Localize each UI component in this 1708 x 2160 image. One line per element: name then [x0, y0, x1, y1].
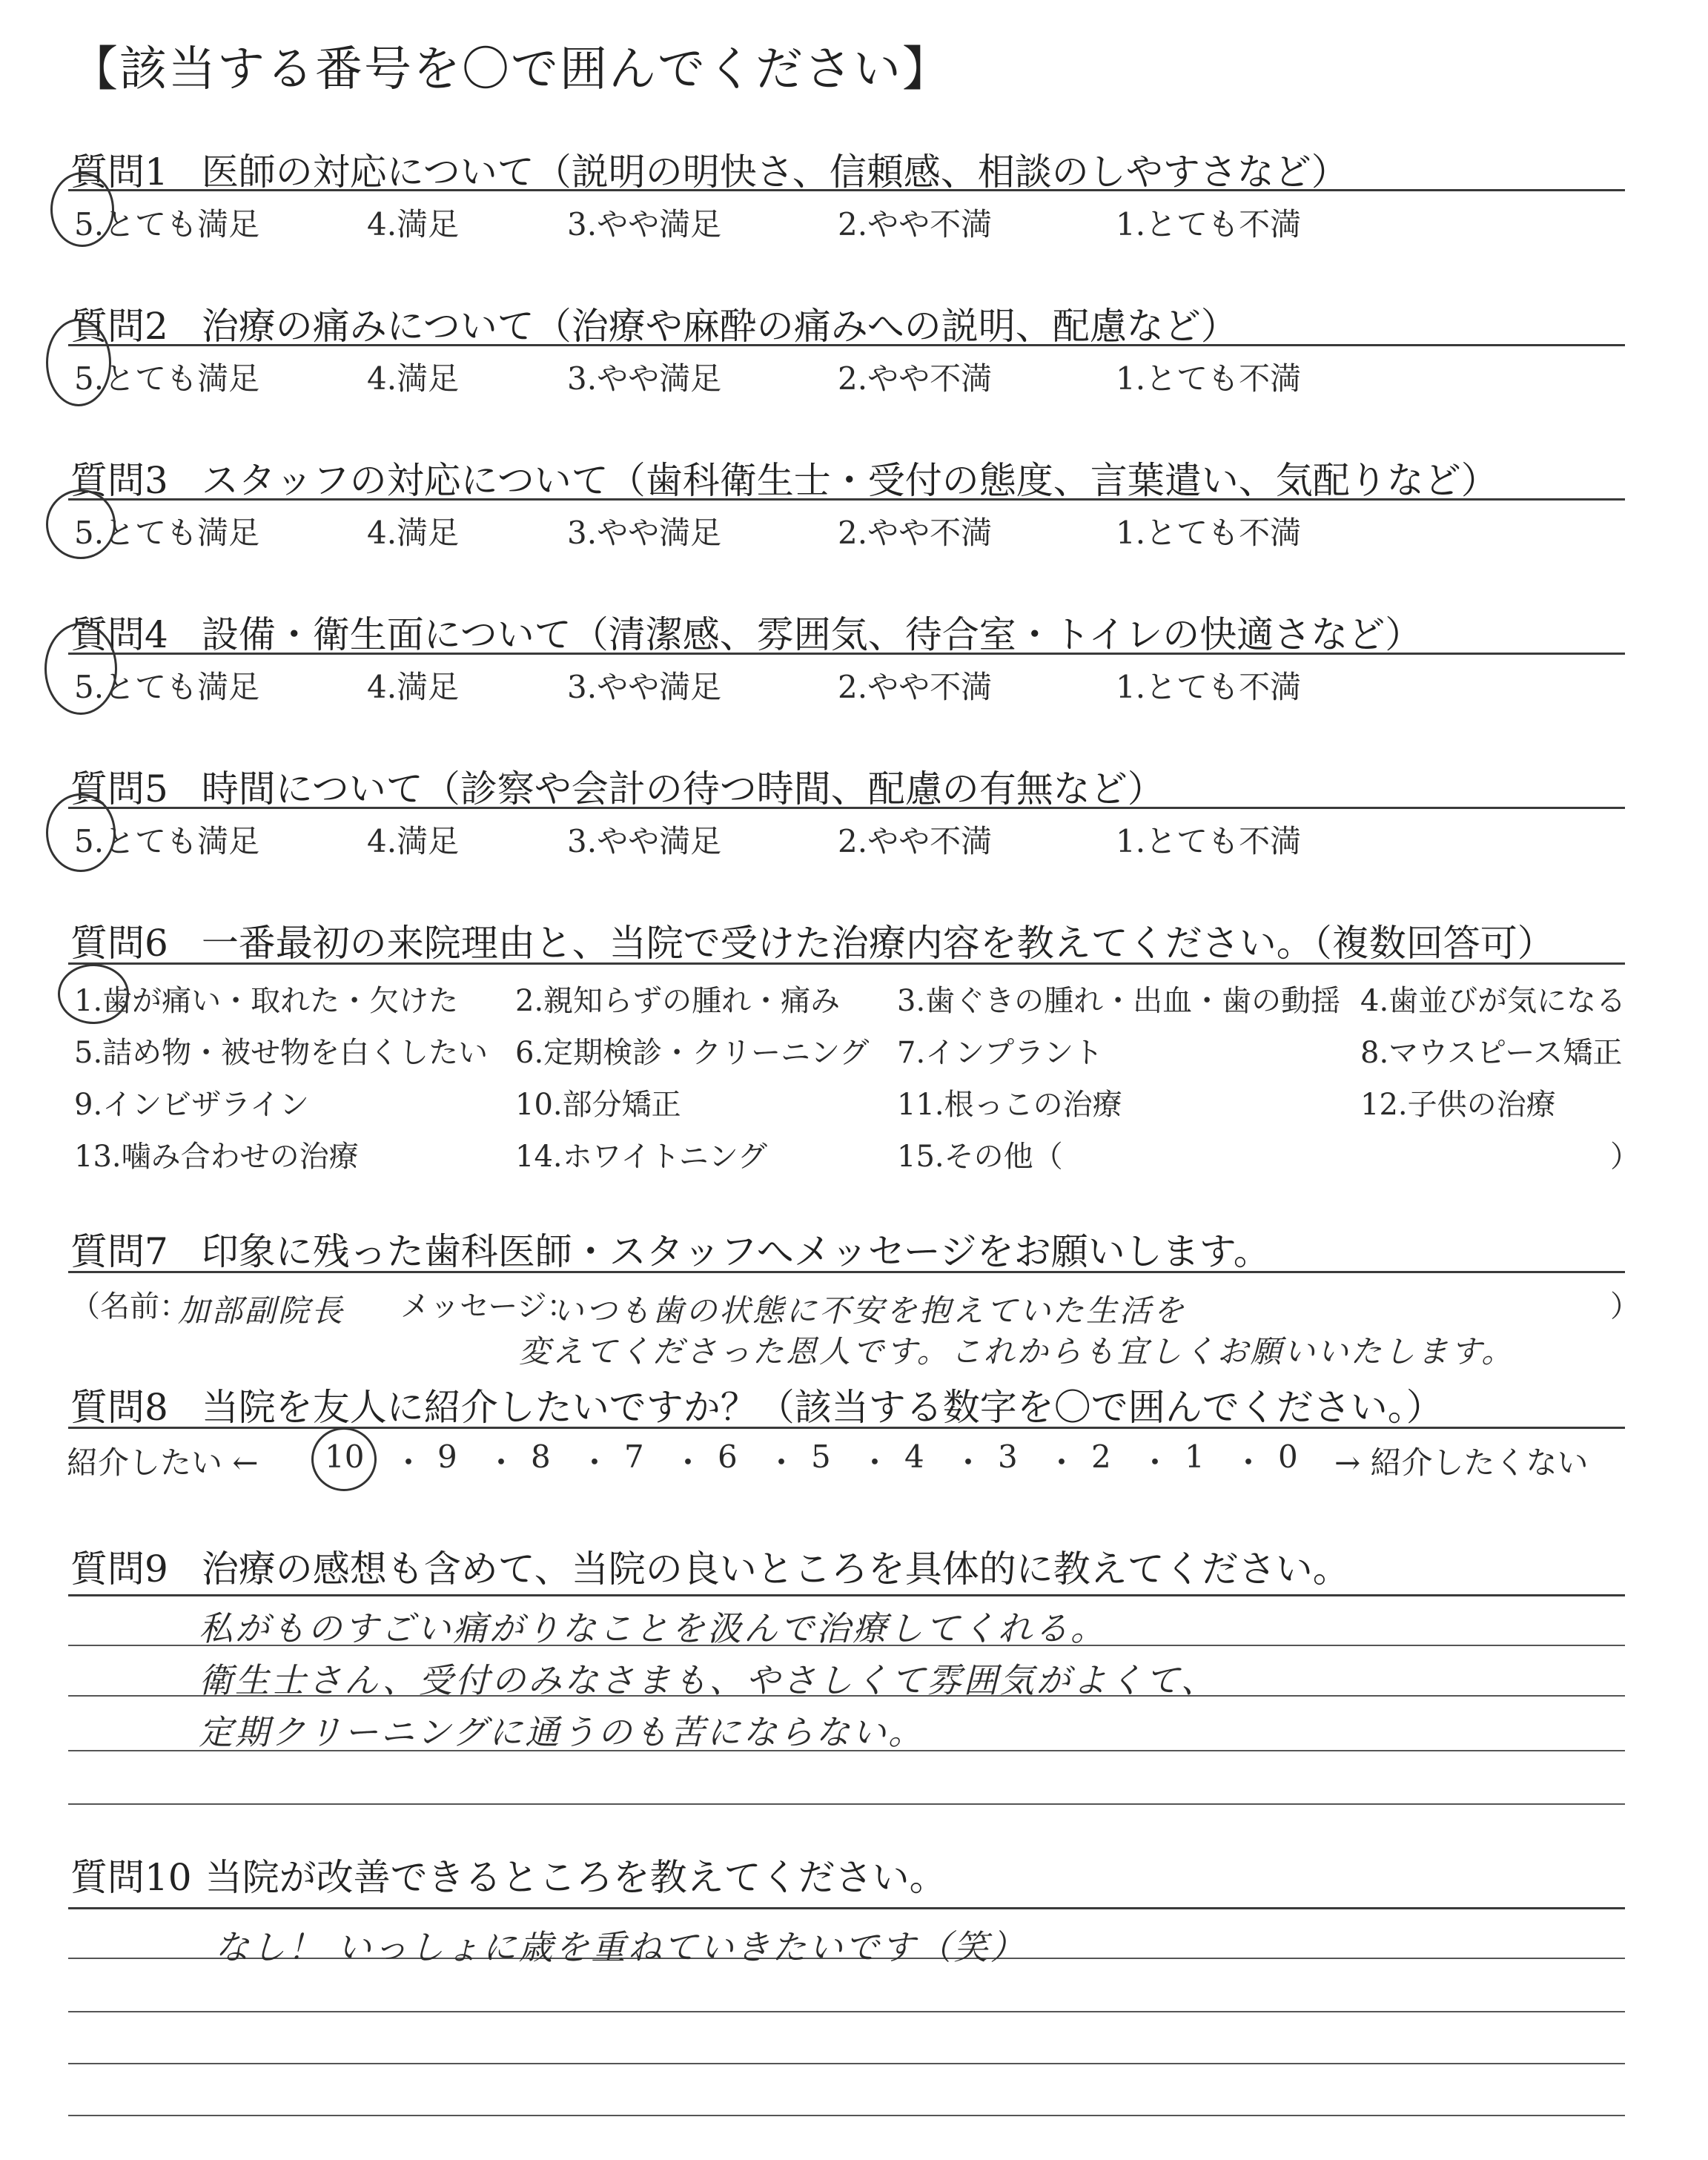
q6-option-7[interactable]: 7.インプラント: [897, 1036, 1104, 1070]
q4-option-1[interactable]: 1.とても不満: [1116, 669, 1302, 705]
q6-option-10[interactable]: 10.部分矯正: [515, 1088, 681, 1122]
q8-scale-2[interactable]: 2: [1091, 1439, 1111, 1475]
q2-option-2[interactable]: 2.やや不満: [838, 360, 993, 397]
q2-option-4[interactable]: 4.満足: [367, 360, 460, 397]
q3-option-4[interactable]: 4.満足: [367, 515, 460, 551]
q9-answer-line-1[interactable]: 私がものすごい痛がりなことを汲んで治療してくれる。: [199, 1608, 1107, 1648]
q8-scale-6[interactable]: 6: [718, 1439, 738, 1475]
q8-scale-1[interactable]: 1: [1185, 1439, 1205, 1475]
q10-answer-line-1[interactable]: なし！ いっしょに歳を重ねていきたいです（笑）: [215, 1927, 1027, 1967]
q6-option-14[interactable]: 14.ホワイトニング: [515, 1140, 768, 1174]
question-8-label: 質問8: [70, 1386, 168, 1429]
question-9-rule: [68, 1594, 1625, 1596]
q1-option-3[interactable]: 3.やや満足: [567, 206, 722, 242]
q6-option-1[interactable]: 1.歯が痛い・取れた・欠けた: [74, 984, 459, 1018]
q4-selection-circle: [44, 623, 117, 715]
question-4-label: 質問4: [70, 613, 168, 656]
question-3-heading: [70, 451, 1498, 504]
q5-option-2[interactable]: 2.やや不満: [838, 823, 993, 859]
q7-name-label: （名前：: [70, 1289, 189, 1324]
question-8-rule: [68, 1427, 1625, 1429]
q8-selection-circle: [311, 1427, 377, 1491]
q1-option-1[interactable]: 1.とても不満: [1116, 206, 1302, 242]
question-10-rule: [68, 1907, 1625, 1909]
q5-selection-circle: [46, 793, 116, 872]
question-3-rule: [68, 498, 1625, 501]
q7-close-paren: ）: [1610, 1289, 1640, 1324]
q8-dot: ・: [393, 1444, 425, 1481]
q8-right-label: → 紹介したくない: [1334, 1444, 1589, 1481]
q8-scale-0[interactable]: 0: [1278, 1439, 1298, 1475]
q6-option-12[interactable]: 12.子供の治療: [1360, 1088, 1556, 1122]
q6-selection-circle: [58, 964, 129, 1024]
q2-option-3[interactable]: 3.やや満足: [567, 360, 722, 397]
question-5-label: 質問5: [70, 767, 168, 810]
q5-option-4[interactable]: 4.満足: [367, 823, 460, 859]
q5-option-1[interactable]: 1.とても不満: [1116, 823, 1302, 859]
question-1-heading: [70, 142, 1348, 196]
q2-option-1[interactable]: 1.とても不満: [1116, 360, 1302, 397]
question-1-text: 医師の対応について（説明の明快さ、信頼感、相談のしやすさなど）: [201, 151, 1348, 194]
question-9-text: 治療の感想も含めて、当院の良いところを具体的に教えてください。: [201, 1548, 1350, 1591]
q7-message-label: メッセージ：: [400, 1289, 577, 1324]
q4-option-4[interactable]: 4.満足: [367, 669, 460, 705]
q6-other-close: ）: [1610, 1140, 1640, 1174]
q2-selection-circle: [46, 319, 111, 406]
q8-dot: ・: [766, 1444, 798, 1481]
answer-line: [68, 1803, 1625, 1805]
question-5-heading: [70, 759, 1165, 813]
q6-option-4[interactable]: 4.歯並びが気になる: [1360, 984, 1626, 1018]
q6-option-13[interactable]: 13.噛み合わせの治療: [74, 1140, 359, 1174]
q8-dot: ・: [953, 1444, 984, 1481]
question-6-text: 一番最初の来院理由と、当院で受けた治療内容を教えてください。（複数回答可）: [201, 922, 1555, 965]
answer-line: [68, 2063, 1625, 2064]
q8-scale-8[interactable]: 8: [531, 1439, 551, 1475]
question-3-label: 質問3: [70, 459, 168, 502]
q5-option-3[interactable]: 3.やや満足: [567, 823, 722, 859]
question-7-heading: [70, 1222, 1271, 1275]
q3-option-1[interactable]: 1.とても不満: [1116, 515, 1302, 551]
question-7-text: 印象に残った歯科医師・スタッフへメッセージをお願いします。: [201, 1230, 1271, 1273]
question-4-text: 設備・衛生面について（清潔感、雰囲気、待合室・トイレの快適さなど）: [201, 613, 1423, 656]
q8-dot: ・: [579, 1444, 611, 1481]
q1-selection-circle: [50, 172, 114, 247]
question-9-label: 質問9: [70, 1548, 168, 1591]
q8-scale-4[interactable]: 4: [904, 1439, 924, 1475]
question-6-heading: [70, 914, 1555, 967]
q8-dot: ・: [672, 1444, 704, 1481]
q8-scale-3[interactable]: 3: [998, 1439, 1018, 1475]
question-1-rule: [68, 189, 1625, 191]
page-title: 【該当する番号を〇で囲んでください】: [70, 42, 951, 97]
question-4-rule: [68, 653, 1625, 655]
q4-option-5[interactable]: 5.とても満足: [74, 669, 260, 705]
q6-option-15[interactable]: 15.その他（: [897, 1140, 1063, 1174]
question-2-label: 質問2: [70, 305, 168, 348]
q8-scale-7[interactable]: 7: [624, 1439, 644, 1475]
question-10-heading: [70, 1848, 947, 1901]
q6-option-6[interactable]: 6.定期検診・クリーニング: [515, 1036, 870, 1070]
q1-option-2[interactable]: 2.やや不満: [838, 206, 993, 242]
q6-option-2[interactable]: 2.親知らずの腫れ・痛み: [515, 984, 841, 1018]
question-7-label: 質問7: [70, 1230, 168, 1273]
question-6-rule: [68, 962, 1625, 965]
q2-option-5[interactable]: 5.とても満足: [74, 360, 260, 397]
q5-option-5[interactable]: 5.とても満足: [74, 823, 260, 859]
q8-scale-9[interactable]: 9: [437, 1439, 457, 1475]
q3-option-3[interactable]: 3.やや満足: [567, 515, 722, 551]
q1-option-5[interactable]: 5.とても満足: [74, 206, 260, 242]
q9-answer-line-3[interactable]: 定期クリーニングに通うのも苦にならない。: [199, 1712, 925, 1752]
q4-option-3[interactable]: 3.やや満足: [567, 669, 722, 705]
question-7-rule: [68, 1271, 1625, 1273]
q8-dot: ・: [859, 1444, 891, 1481]
q4-option-2[interactable]: 2.やや不満: [838, 669, 993, 705]
question-10-label: 質問10: [70, 1856, 192, 1899]
q3-selection-circle: [46, 489, 116, 559]
question-2-rule: [68, 344, 1625, 346]
q3-option-5[interactable]: 5.とても満足: [74, 515, 260, 551]
question-8-heading: [70, 1378, 1443, 1431]
q8-left-label: 紹介したい ←: [67, 1444, 259, 1481]
q8-dot: ・: [1139, 1444, 1171, 1481]
answer-line: [68, 2115, 1625, 2116]
q6-option-5[interactable]: 5.詰め物・被せ物を白くしたい: [74, 1036, 489, 1070]
q8-dot: ・: [1046, 1444, 1078, 1481]
question-10-text: 当院が改善できるところを教えてください。: [205, 1856, 947, 1899]
question-9-heading: [70, 1539, 1350, 1593]
question-5-rule: [68, 807, 1625, 809]
q1-option-4[interactable]: 4.満足: [367, 206, 460, 242]
q6-option-3[interactable]: 3.歯ぐきの腫れ・出血・歯の動揺: [897, 984, 1341, 1018]
q6-option-9[interactable]: 9.インビザライン: [74, 1088, 309, 1122]
q8-scale-5[interactable]: 5: [811, 1439, 831, 1475]
q3-option-2[interactable]: 2.やや不満: [838, 515, 993, 551]
question-1-label: 質問1: [70, 151, 168, 194]
question-2-text: 治療の痛みについて（治療や麻酔の痛みへの説明、配慮など）: [201, 305, 1238, 348]
q6-option-8[interactable]: 8.マウスピース矯正: [1360, 1036, 1623, 1070]
question-2-heading: [70, 297, 1238, 350]
question-3-text: スタッフの対応について（歯科衛生士・受付の態度、言葉遣い、気配りなど）: [201, 459, 1498, 502]
q7-message-line-2[interactable]: 変えてくださった恩人です。これからも宜しくお願いいたします。: [519, 1333, 1515, 1370]
q7-name-value[interactable]: 加部副院長: [178, 1292, 345, 1329]
q8-scale-10[interactable]: 10: [325, 1439, 365, 1475]
q8-dot: ・: [486, 1444, 517, 1481]
question-5-text: 時間について（診察や会計の待つ時間、配慮の有無など）: [201, 767, 1165, 810]
question-6-label: 質問6: [70, 922, 168, 965]
q8-dot: ・: [1233, 1444, 1265, 1481]
question-4-heading: [70, 605, 1422, 658]
q9-answer-line-2[interactable]: 衛生士さん、受付のみなさまも、やさしくて雰囲気がよくて、: [199, 1660, 1217, 1700]
q7-message-line-1[interactable]: いつも歯の状態に不安を抱えていた生活を: [552, 1292, 1187, 1329]
q6-option-11[interactable]: 11.根っこの治療: [897, 1088, 1122, 1122]
question-8-text: 当院を友人に紹介したいですか？（該当する数字を〇で囲んでください。）: [201, 1386, 1443, 1429]
answer-line: [68, 2011, 1625, 2012]
